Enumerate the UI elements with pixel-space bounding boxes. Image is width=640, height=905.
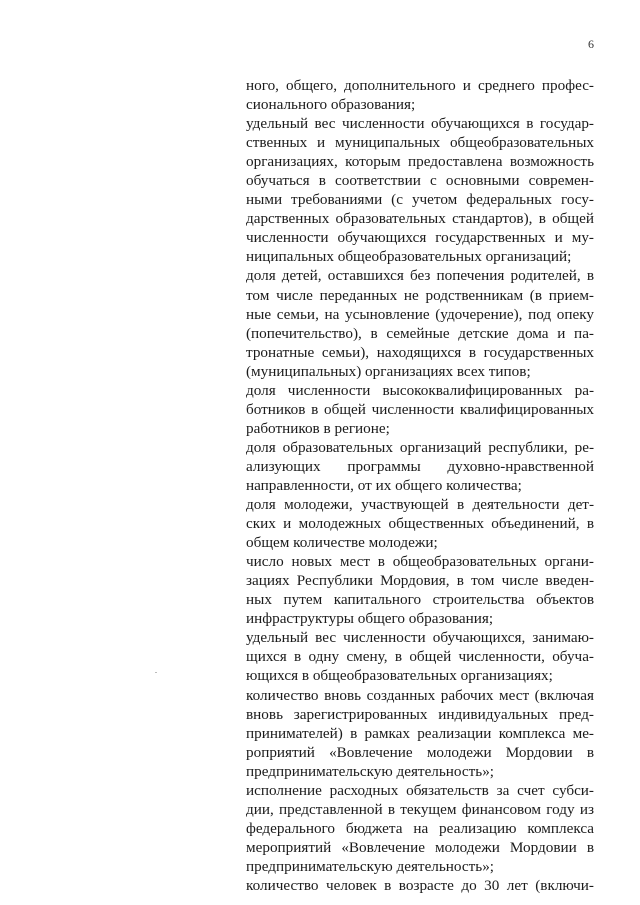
text-line: тронатные семьи), находящихся в государственных xyxy=(246,343,594,361)
text-line: (попечительство), в семейные детские дома и па- xyxy=(246,324,594,342)
text-line: численности обучающихся государственных и му- xyxy=(246,229,594,247)
text-line: принимателей) в рамках реализации комплекса ме- xyxy=(246,724,594,742)
text-line: ных путем капитального строительства объектов xyxy=(246,591,594,609)
text-line: сионального образования; xyxy=(246,96,416,114)
text-line: количество человек в возрасте до 30 лет (включи- xyxy=(246,876,594,894)
text-line: удельный вес численности обучающихся, занимаю- xyxy=(246,629,594,647)
document-body xyxy=(246,76,594,895)
text-line: роприятий «Вовлечение молодежи Мордовии в xyxy=(246,743,594,761)
text-line: ниципальных общеобразовательных организаций; xyxy=(246,248,572,266)
text-line: удельный вес численности обучающихся в государ- xyxy=(246,115,594,133)
scan-speck xyxy=(155,672,157,673)
text-line: ного, общего, дополнительного и среднего профес- xyxy=(246,77,594,94)
text-line: число новых мест в общеобразовательных органи- xyxy=(246,553,594,571)
text-line: обучаться в соответствии с основными современ- xyxy=(246,172,594,190)
text-line: ских и молодежных общественных объединений, в xyxy=(246,515,594,533)
text-line: вновь зарегистрированных индивидуальных пред- xyxy=(246,705,594,723)
text-line: мероприятий «Вовлечение молодежи Мордовии в xyxy=(246,838,594,856)
text-line: доля численности высококвалифицированных ра- xyxy=(246,381,594,399)
text-line: доля образовательных организаций республики, ре- xyxy=(246,438,594,456)
text-line: предпринимательскую деятельность»; xyxy=(246,762,495,780)
text-line: ализующих программы духовно-нравственной xyxy=(246,457,594,475)
text-line: щихся в одну смену, в общей численности, обуча- xyxy=(246,648,594,666)
text-line: ющихся в общеобразовательных организациях; xyxy=(246,667,553,685)
text-line: ственных и муниципальных общеобразовательных xyxy=(246,134,594,152)
text-line: количество вновь созданных рабочих мест (включая xyxy=(246,686,594,704)
text-line: дии, представленной в текущем финансовом году из xyxy=(246,800,594,818)
text-line: ными требованиями (с учетом федеральных госу- xyxy=(246,191,594,209)
text-line: работников в регионе; xyxy=(246,419,390,437)
text-line: исполнение расходных обязательств за счет субси- xyxy=(246,781,594,799)
text-line: доля молодежи, участвующей в деятельности дет- xyxy=(246,496,594,514)
text-line: организациях, которым предоставлена возможность xyxy=(246,153,594,171)
text-line: (муниципальных) организациях всех типов; xyxy=(246,362,531,380)
text-line: федерального бюджета на реализацию комплекса xyxy=(246,819,594,837)
text-line: общем количестве молодежи; xyxy=(246,534,438,552)
text-line: предпринимательскую деятельность»; xyxy=(246,857,495,875)
text-line: направленности, от их общего количества; xyxy=(246,476,522,494)
text-line: ботников в общей численности квалифицированных xyxy=(246,400,594,418)
text-line: дарственных образовательных стандартов), в общей xyxy=(246,210,594,228)
text-line: ные семьи, на усыновление (удочерение), под опеку xyxy=(246,305,594,323)
text-line: зациях Республики Мордовия, в том числе введен- xyxy=(246,572,594,590)
page-number: 6 xyxy=(588,37,594,51)
text-line: доля детей, оставшихся без попечения родителей, в xyxy=(246,267,594,285)
text-line: инфраструктуры общего образования; xyxy=(246,610,494,628)
text-line: том числе переданных не родственникам (в прием- xyxy=(246,286,594,304)
